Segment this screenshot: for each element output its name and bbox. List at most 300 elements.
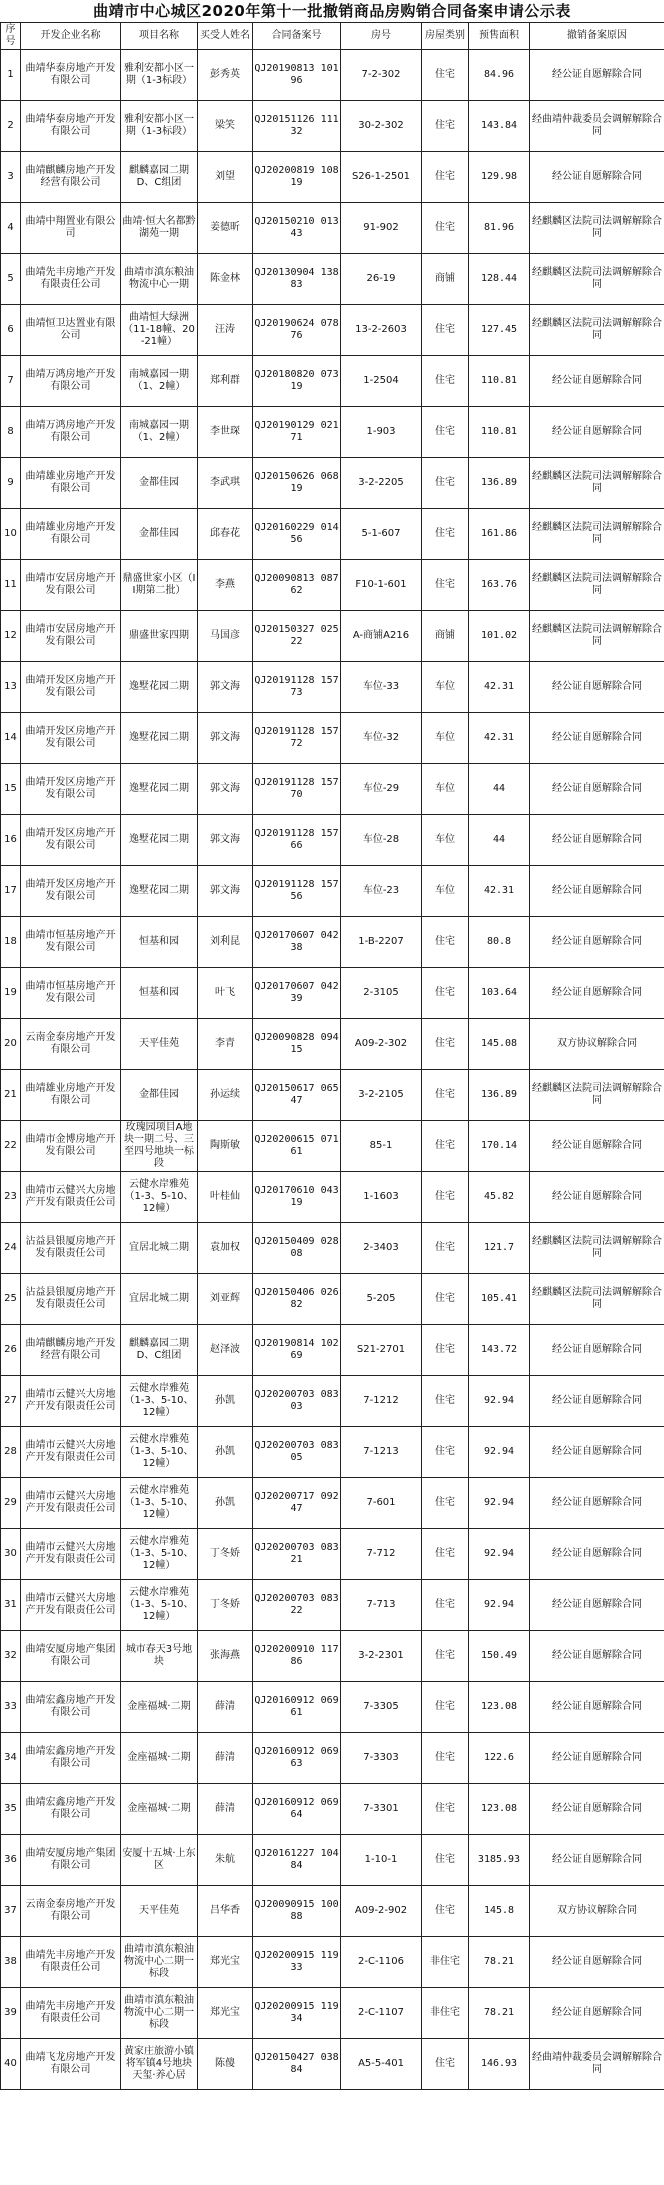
room-number: 车位-32 (341, 713, 422, 764)
project-name: 逸墅花园二期 (121, 662, 198, 713)
developer-name: 曲靖万鸿房地产开发有限公司 (21, 407, 121, 458)
table-row (1, 1223, 664, 1274)
property-type: 住宅 (422, 1733, 469, 1784)
developer-name: 曲靖市安居房地产开发有限公司 (21, 611, 121, 662)
row-number: 5 (1, 254, 21, 305)
room-number: 1-1603 (341, 1172, 422, 1223)
contract-number: QJ20190624 07876 (253, 305, 341, 356)
table-row (1, 2039, 664, 2090)
cancel-reason: 经麒麟区法院司法调解解除合同 (530, 254, 664, 305)
row-number: 32 (1, 1631, 21, 1682)
contract-number: QJ20090828 09415 (253, 1019, 341, 1070)
presale-area: 146.93 (469, 2039, 530, 2090)
cancel-reason: 经公证自愿解除合同 (530, 1631, 664, 1682)
presale-area: 101.02 (469, 611, 530, 662)
contract-number: QJ20170610 04319 (253, 1172, 341, 1223)
property-type: 住宅 (422, 2039, 469, 2090)
cancel-reason: 经麒麟区法院司法调解解除合同 (530, 1223, 664, 1274)
contract-number: QJ20151126 11132 (253, 101, 341, 152)
buyer-name: 刘望 (198, 152, 253, 203)
presale-area: 42.31 (469, 662, 530, 713)
cancel-reason: 经公证自愿解除合同 (530, 815, 664, 866)
buyer-name: 李武琪 (198, 458, 253, 509)
room-number: S26-1-2501 (341, 152, 422, 203)
developer-name: 曲靖宏鑫房地产开发有限公司 (21, 1784, 121, 1835)
developer-name: 曲靖开发区房地产开发有限公司 (21, 866, 121, 917)
project-name: 玫瑰园项目A地块一期二号、三至四号地块一标段 (121, 1121, 198, 1172)
col-header: 预售面积 (469, 23, 530, 50)
property-type: 非住宅 (422, 1988, 469, 2039)
room-number: 车位-23 (341, 866, 422, 917)
project-name: 安厦十五城·上东区 (121, 1835, 198, 1886)
table-row (1, 560, 664, 611)
developer-name: 云南金泰房地产开发有限公司 (21, 1886, 121, 1937)
row-number: 6 (1, 305, 21, 356)
room-number: 7-1212 (341, 1376, 422, 1427)
project-name: 麒麟嘉园二期D、C组团 (121, 1325, 198, 1376)
project-name: 金座福城·二期 (121, 1733, 198, 1784)
table-row (1, 101, 664, 152)
buyer-name: 刘亚辉 (198, 1274, 253, 1325)
row-number: 38 (1, 1937, 21, 1988)
col-header: 合同备案号 (253, 23, 341, 50)
presale-area: 44 (469, 764, 530, 815)
cancel-reason: 经麒麟区法院司法调解解除合同 (530, 1070, 664, 1121)
cancel-reason: 经公证自愿解除合同 (530, 1937, 664, 1988)
table-row (1, 1733, 664, 1784)
buyer-name: 郭文海 (198, 815, 253, 866)
contract-number: QJ20161227 10484 (253, 1835, 341, 1886)
table-row (1, 407, 664, 458)
table-row (1, 458, 664, 509)
cancel-reason: 经公证自愿解除合同 (530, 1988, 664, 2039)
room-number: 7-1213 (341, 1427, 422, 1478)
table-row (1, 1682, 664, 1733)
table-row (1, 305, 664, 356)
property-type: 住宅 (422, 1121, 469, 1172)
row-number: 30 (1, 1529, 21, 1580)
cancel-reason: 经公证自愿解除合同 (530, 152, 664, 203)
developer-name: 曲靖中翔置业有限公司 (21, 203, 121, 254)
cancel-reason: 经公证自愿解除合同 (530, 1427, 664, 1478)
buyer-name: 郭文海 (198, 662, 253, 713)
room-number: 3-2-2105 (341, 1070, 422, 1121)
col-header: 撤销备案原因 (530, 23, 664, 50)
table-row (1, 203, 664, 254)
project-name: 曲靖·恒大名都黔湖苑一期 (121, 203, 198, 254)
room-number: A09-2-902 (341, 1886, 422, 1937)
cancel-reason: 经公证自愿解除合同 (530, 407, 664, 458)
project-name: 鼎盛世家小区（II期第二批） (121, 560, 198, 611)
buyer-name: 刘利昆 (198, 917, 253, 968)
room-number: 2-C-1107 (341, 1988, 422, 2039)
cancel-reason: 双方协议解除合同 (530, 1019, 664, 1070)
buyer-name: 朱航 (198, 1835, 253, 1886)
cancel-reason: 经公证自愿解除合同 (530, 1784, 664, 1835)
presale-area: 42.31 (469, 866, 530, 917)
cancel-reason: 经公证自愿解除合同 (530, 1376, 664, 1427)
contract-number: QJ20160912 06961 (253, 1682, 341, 1733)
table-row (1, 1427, 664, 1478)
buyer-name: 郭文海 (198, 713, 253, 764)
cancel-reason: 经公证自愿解除合同 (530, 1478, 664, 1529)
presale-area: 78.21 (469, 1937, 530, 1988)
presale-area: 127.45 (469, 305, 530, 356)
col-header: 项目名称 (121, 23, 198, 50)
presale-area: 123.08 (469, 1682, 530, 1733)
buyer-name: 孙运续 (198, 1070, 253, 1121)
project-name: 云健水岸雅苑（1-3、5-10、12幢） (121, 1478, 198, 1529)
buyer-name: 叶飞 (198, 968, 253, 1019)
row-number: 18 (1, 917, 21, 968)
table-row (1, 1784, 664, 1835)
room-number: F10-1-601 (341, 560, 422, 611)
developer-name: 曲靖开发区房地产开发有限公司 (21, 713, 121, 764)
developer-name: 曲靖市安居房地产开发有限公司 (21, 560, 121, 611)
contract-number: QJ20200703 08303 (253, 1376, 341, 1427)
property-type: 住宅 (422, 1682, 469, 1733)
row-number: 34 (1, 1733, 21, 1784)
contract-number: QJ20200615 07161 (253, 1121, 341, 1172)
developer-name: 曲靖先丰房地产开发有限责任公司 (21, 1937, 121, 1988)
room-number: 7-712 (341, 1529, 422, 1580)
project-name: 南城嘉园一期（1、2幢） (121, 356, 198, 407)
buyer-name: 姜德昕 (198, 203, 253, 254)
cancel-reason: 经公证自愿解除合同 (530, 1172, 664, 1223)
room-number: 2-3403 (341, 1223, 422, 1274)
developer-name: 曲靖华泰房地产开发有限公司 (21, 101, 121, 152)
presale-area: 110.81 (469, 407, 530, 458)
contract-number: QJ20191128 15773 (253, 662, 341, 713)
project-name: 宜居北城二期 (121, 1223, 198, 1274)
project-name: 曲靖市滇东粮油物流中心二期一标段 (121, 1988, 198, 2039)
developer-name: 曲靖恒卫达置业有限公司 (21, 305, 121, 356)
property-type: 住宅 (422, 305, 469, 356)
table-row (1, 1580, 664, 1631)
contract-number: QJ20191128 15756 (253, 866, 341, 917)
row-number: 24 (1, 1223, 21, 1274)
developer-name: 曲靖市金博房地产开发有限公司 (21, 1121, 121, 1172)
cancel-reason: 经公证自愿解除合同 (530, 50, 664, 101)
project-name: 云健水岸雅苑（1-3、5-10、12幢） (121, 1529, 198, 1580)
presale-area: 143.72 (469, 1325, 530, 1376)
table-row (1, 1172, 664, 1223)
presale-area: 163.76 (469, 560, 530, 611)
property-type: 商铺 (422, 611, 469, 662)
presale-area: 110.81 (469, 356, 530, 407)
room-number: 1-B-2207 (341, 917, 422, 968)
buyer-name: 郭文海 (198, 764, 253, 815)
property-type: 住宅 (422, 1325, 469, 1376)
row-number: 11 (1, 560, 21, 611)
property-type: 住宅 (422, 407, 469, 458)
developer-name: 曲靖市云健兴大房地产开发有限责任公司 (21, 1478, 121, 1529)
room-number: A09-2-302 (341, 1019, 422, 1070)
property-type: 住宅 (422, 1529, 469, 1580)
property-type: 住宅 (422, 1784, 469, 1835)
buyer-name: 马国彦 (198, 611, 253, 662)
buyer-name: 彭秀英 (198, 50, 253, 101)
developer-name: 曲靖开发区房地产开发有限公司 (21, 662, 121, 713)
cancel-reason: 经公证自愿解除合同 (530, 1580, 664, 1631)
room-number: 7-3305 (341, 1682, 422, 1733)
contract-number: QJ20150210 01343 (253, 203, 341, 254)
room-number: 7-3303 (341, 1733, 422, 1784)
buyer-name: 郑光宝 (198, 1988, 253, 2039)
cancel-reason: 经麒麟区法院司法调解解除合同 (530, 509, 664, 560)
buyer-name: 薛清 (198, 1784, 253, 1835)
developer-name: 曲靖麒麟房地产开发经营有限公司 (21, 1325, 121, 1376)
developer-name: 曲靖雄业房地产开发有限公司 (21, 1070, 121, 1121)
cancel-reason: 经公证自愿解除合同 (530, 764, 664, 815)
row-number: 37 (1, 1886, 21, 1937)
developer-name: 曲靖市云健兴大房地产开发有限责任公司 (21, 1427, 121, 1478)
row-number: 17 (1, 866, 21, 917)
project-name: 金都佳园 (121, 509, 198, 560)
developer-name: 云南金泰房地产开发有限公司 (21, 1019, 121, 1070)
project-name: 天平佳苑 (121, 1019, 198, 1070)
project-name: 云健水岸雅苑（1-3、5-10、12幢） (121, 1376, 198, 1427)
row-number: 4 (1, 203, 21, 254)
room-number: A-商铺A216 (341, 611, 422, 662)
row-number: 12 (1, 611, 21, 662)
row-number: 16 (1, 815, 21, 866)
contract-number: QJ20160912 06963 (253, 1733, 341, 1784)
developer-name: 曲靖麒麟房地产开发经营有限公司 (21, 152, 121, 203)
row-number: 39 (1, 1988, 21, 2039)
developer-name: 曲靖市云健兴大房地产开发有限责任公司 (21, 1376, 121, 1427)
property-type: 住宅 (422, 1019, 469, 1070)
table-row (1, 866, 664, 917)
contract-number: QJ20200915 11933 (253, 1937, 341, 1988)
table-row (1, 1019, 664, 1070)
buyer-name: 郑光宝 (198, 1937, 253, 1988)
table-row (1, 1937, 664, 1988)
project-name: 金都佳园 (121, 458, 198, 509)
room-number: 7-2-302 (341, 50, 422, 101)
project-name: 雅利安都小区一期（1-3标段） (121, 50, 198, 101)
cancel-reason: 经公证自愿解除合同 (530, 866, 664, 917)
table-row (1, 254, 664, 305)
row-number: 29 (1, 1478, 21, 1529)
row-number: 23 (1, 1172, 21, 1223)
contract-number: QJ20200910 11786 (253, 1631, 341, 1682)
presale-area: 129.98 (469, 152, 530, 203)
cancel-reason: 双方协议解除合同 (530, 1886, 664, 1937)
developer-name: 曲靖市云健兴大房地产开发有限责任公司 (21, 1580, 121, 1631)
project-name: 云健水岸雅苑（1-3、5-10、12幢） (121, 1172, 198, 1223)
cancel-reason: 经麒麟区法院司法调解解除合同 (530, 305, 664, 356)
buyer-name: 郑利群 (198, 356, 253, 407)
room-number: 26-19 (341, 254, 422, 305)
table-row (1, 1988, 664, 2039)
room-number: 7-3301 (341, 1784, 422, 1835)
table-row (1, 1376, 664, 1427)
room-number: 车位-29 (341, 764, 422, 815)
room-number: 5-1-607 (341, 509, 422, 560)
project-name: 鼎盛世家四期 (121, 611, 198, 662)
row-number: 25 (1, 1274, 21, 1325)
project-name: 逸墅花园二期 (121, 866, 198, 917)
table-row (1, 1835, 664, 1886)
developer-name: 曲靖市恒基房地产开发有限公司 (21, 968, 121, 1019)
project-name: 恒基和园 (121, 968, 198, 1019)
presale-area: 92.94 (469, 1376, 530, 1427)
col-header: 房号 (341, 23, 422, 50)
project-name: 金都佳园 (121, 1070, 198, 1121)
presale-area: 122.6 (469, 1733, 530, 1784)
row-number: 7 (1, 356, 21, 407)
presale-area: 3185.93 (469, 1835, 530, 1886)
property-type: 住宅 (422, 1172, 469, 1223)
contract-number: QJ20200703 08305 (253, 1427, 341, 1478)
property-type: 住宅 (422, 1478, 469, 1529)
contract-number: QJ20191128 15772 (253, 713, 341, 764)
property-type: 住宅 (422, 1223, 469, 1274)
contract-number: QJ20090915 10088 (253, 1886, 341, 1937)
property-type: 住宅 (422, 458, 469, 509)
presale-area: 150.49 (469, 1631, 530, 1682)
table-row (1, 1886, 664, 1937)
property-type: 住宅 (422, 152, 469, 203)
row-number: 31 (1, 1580, 21, 1631)
developer-name: 曲靖飞龙房地产开发有限公司 (21, 2039, 121, 2090)
presale-area: 128.44 (469, 254, 530, 305)
room-number: 车位-33 (341, 662, 422, 713)
row-number: 26 (1, 1325, 21, 1376)
project-name: 曲靖恒大绿洲（11-18幢、20-21幢） (121, 305, 198, 356)
room-number: S21-2701 (341, 1325, 422, 1376)
property-type: 住宅 (422, 356, 469, 407)
col-header: 开发企业名称 (21, 23, 121, 50)
row-number: 3 (1, 152, 21, 203)
property-type: 商铺 (422, 254, 469, 305)
contract-number: QJ20200703 08322 (253, 1580, 341, 1631)
table-row (1, 509, 664, 560)
property-type: 住宅 (422, 1274, 469, 1325)
table-row (1, 1070, 664, 1121)
presale-area: 123.08 (469, 1784, 530, 1835)
contract-number: QJ20200915 11934 (253, 1988, 341, 2039)
cancel-reason: 经麒麟区法院司法调解解除合同 (530, 1274, 664, 1325)
property-type: 住宅 (422, 50, 469, 101)
developer-name: 曲靖先丰房地产开发有限责任公司 (21, 254, 121, 305)
presale-area: 92.94 (469, 1580, 530, 1631)
contract-number: QJ20190814 10269 (253, 1325, 341, 1376)
buyer-name: 薛清 (198, 1733, 253, 1784)
developer-name: 曲靖先丰房地产开发有限责任公司 (21, 1988, 121, 2039)
contract-number: QJ20190129 02171 (253, 407, 341, 458)
buyer-name: 丁冬娇 (198, 1580, 253, 1631)
project-name: 金座福城·二期 (121, 1682, 198, 1733)
row-number: 27 (1, 1376, 21, 1427)
project-name: 逸墅花园二期 (121, 713, 198, 764)
project-name: 城市春天3号地块 (121, 1631, 198, 1682)
table-row (1, 1325, 664, 1376)
cancel-reason: 经公证自愿解除合同 (530, 917, 664, 968)
property-type: 住宅 (422, 1886, 469, 1937)
contract-number: QJ20200717 09247 (253, 1478, 341, 1529)
project-name: 金座福城·二期 (121, 1784, 198, 1835)
buyer-name: 吕华香 (198, 1886, 253, 1937)
contract-number: QJ20191128 15770 (253, 764, 341, 815)
row-number: 2 (1, 101, 21, 152)
row-number: 28 (1, 1427, 21, 1478)
contract-number: QJ20180820 07319 (253, 356, 341, 407)
cancel-reason: 经公证自愿解除合同 (530, 1325, 664, 1376)
room-number: 3-2-2205 (341, 458, 422, 509)
project-name: 逸墅花园二期 (121, 764, 198, 815)
row-number: 13 (1, 662, 21, 713)
col-header: 序号 (1, 23, 21, 50)
contract-number: QJ20130904 13883 (253, 254, 341, 305)
buyer-name: 陶斯敏 (198, 1121, 253, 1172)
cancel-reason: 经曲靖仲裁委员会调解解除合同 (530, 2039, 664, 2090)
page-title: 曲靖市中心城区2020年第十一批撤销商品房购销合同备案申请公示表 (93, 2, 571, 20)
contract-number: QJ20190813 10196 (253, 50, 341, 101)
room-number: 1-2504 (341, 356, 422, 407)
project-name: 南城嘉园一期（1、2幢） (121, 407, 198, 458)
cancel-reason: 经麒麟区法院司法调解解除合同 (530, 611, 664, 662)
property-type: 住宅 (422, 203, 469, 254)
room-number: 5-205 (341, 1274, 422, 1325)
cancel-reason: 经公证自愿解除合同 (530, 1733, 664, 1784)
table-row (1, 1631, 664, 1682)
buyer-name: 孙凯 (198, 1376, 253, 1427)
property-type: 住宅 (422, 1070, 469, 1121)
presale-area: 103.64 (469, 968, 530, 1019)
contract-number: QJ20170607 04239 (253, 968, 341, 1019)
contract-number: QJ20160229 01456 (253, 509, 341, 560)
cancel-reason: 经麒麟区法院司法调解解除合同 (530, 203, 664, 254)
presale-area: 92.94 (469, 1529, 530, 1580)
buyer-name: 汪涛 (198, 305, 253, 356)
contract-number: QJ20200819 10819 (253, 152, 341, 203)
buyer-name: 丁冬娇 (198, 1529, 253, 1580)
buyer-name: 李世琛 (198, 407, 253, 458)
row-number: 1 (1, 50, 21, 101)
contract-number: QJ20160912 06964 (253, 1784, 341, 1835)
room-number: 2-3105 (341, 968, 422, 1019)
room-number: 2-C-1106 (341, 1937, 422, 1988)
buyer-name: 李青 (198, 1019, 253, 1070)
row-number: 10 (1, 509, 21, 560)
announcement-table (0, 22, 664, 2090)
presale-area: 170.14 (469, 1121, 530, 1172)
contract-number: QJ20150626 06819 (253, 458, 341, 509)
buyer-name: 薛清 (198, 1682, 253, 1733)
project-name: 云健水岸雅苑（1-3、5-10、12幢） (121, 1580, 198, 1631)
presale-area: 161.86 (469, 509, 530, 560)
presale-area: 121.7 (469, 1223, 530, 1274)
developer-name: 曲靖市恒基房地产开发有限公司 (21, 917, 121, 968)
table-row (1, 815, 664, 866)
developer-name: 沾益县银厦房地产开发有限责任公司 (21, 1223, 121, 1274)
property-type: 住宅 (422, 509, 469, 560)
table-row (1, 611, 664, 662)
project-name: 逸墅花园二期 (121, 815, 198, 866)
cancel-reason: 经公证自愿解除合同 (530, 1529, 664, 1580)
buyer-name: 陈傻 (198, 2039, 253, 2090)
room-number: 7-713 (341, 1580, 422, 1631)
developer-name: 曲靖宏鑫房地产开发有限公司 (21, 1682, 121, 1733)
table-row (1, 1529, 664, 1580)
presale-area: 44 (469, 815, 530, 866)
buyer-name: 郭文海 (198, 866, 253, 917)
developer-name: 曲靖宏鑫房地产开发有限公司 (21, 1733, 121, 1784)
row-number: 19 (1, 968, 21, 1019)
buyer-name: 孙凯 (198, 1427, 253, 1478)
